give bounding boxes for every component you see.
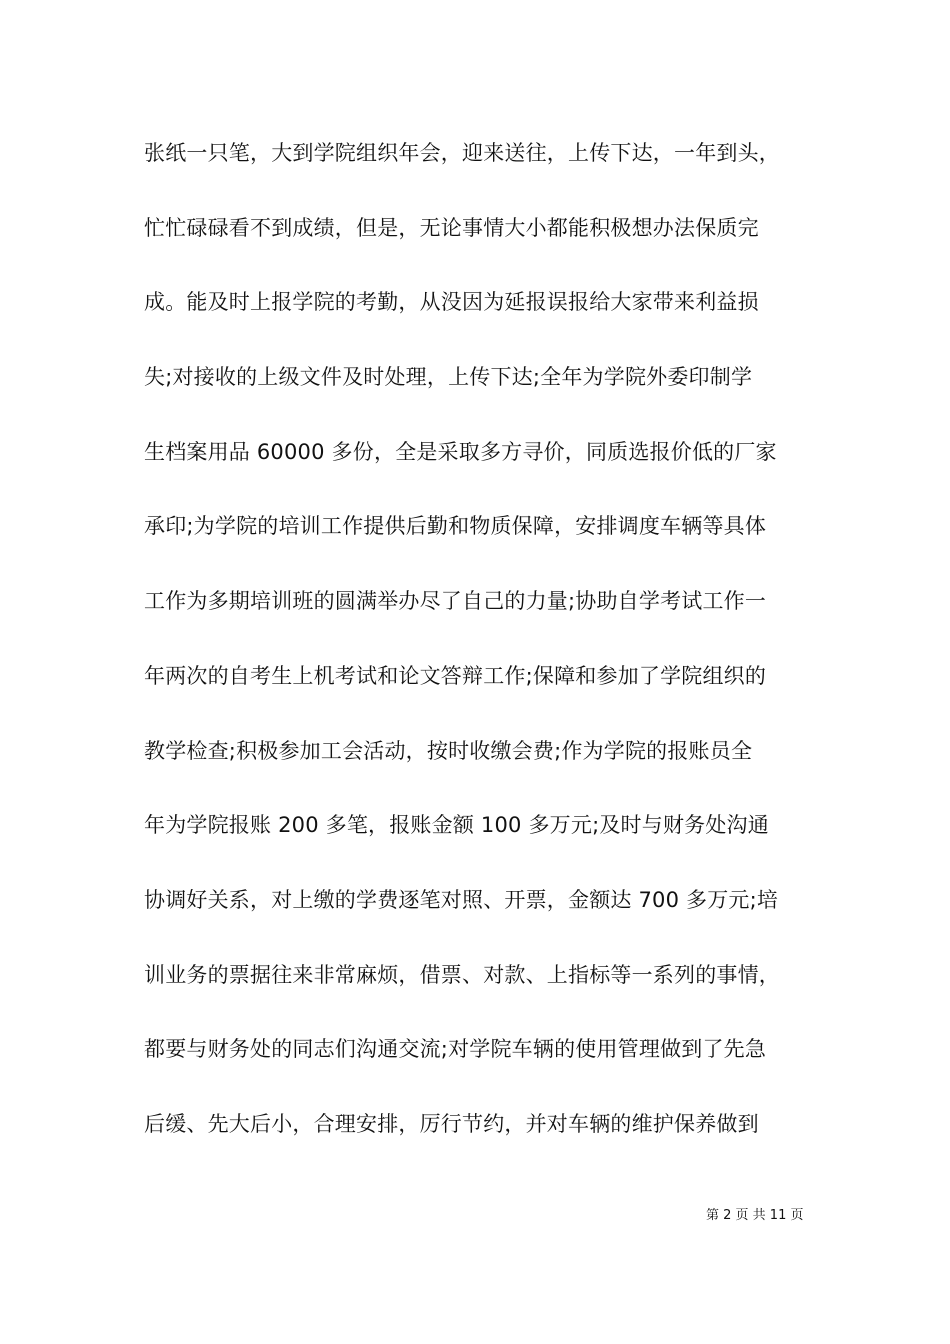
text-line-1: 张纸一只笔，大到学院组织年会，迎来送往，上传下达，一年到头，: [144, 141, 780, 165]
text-line-7: 工作为多期培训班的圆满举办尽了自己的力量;协助自学考试工作一: [144, 589, 767, 614]
text-line-2: 忙忙碌碌看不到成绩，但是，无论事情大小都能积极想办法保质完: [144, 215, 759, 240]
text-line-10: 年为学院报账 200 多笔，报账金额 100 多万元;及时与财务处沟通: [144, 813, 769, 838]
text-line-11: 协调好关系，对上缴的学费逐笔对照、开票，金额达 700 多万元;培: [144, 887, 779, 912]
text-line-5: 生档案用品 60000 多份，全是采取多方寻价，同质选报价低的厂家: [144, 439, 777, 464]
text-line-4: 失;对接收的上级文件及时处理，上传下达;全年为学院外委印制学: [144, 365, 753, 390]
text-line-12: 训业务的票据往来非常麻烦，借票、对款、上指标等一系列的事情，: [144, 962, 780, 987]
text-line-6: 承印;为学院的培训工作提供后勤和物质保障，安排调度车辆等具体: [144, 514, 767, 539]
body-paragraph: [144, 131, 844, 1177]
text-line-3: 成。能及时上报学院的考勤，从没因为延报误报给大家带来利益损: [144, 290, 759, 315]
text-line-9: 教学检查;积极参加工会活动，按时收缴会费;作为学院的报账员全: [144, 738, 753, 763]
text-line-8: 年两次的自考生上机考试和论文答辩工作;保障和参加了学院组织的: [144, 663, 767, 688]
page-number-footer: 第 2 页 共 11 页: [706, 1208, 804, 1223]
text-line-14: 后缓、先大后小，合理安排，厉行节约，并对车辆的维护保养做到: [144, 1111, 759, 1136]
text-line-13: 都要与财务处的同志们沟通交流;对学院车辆的使用管理做到了先急: [144, 1037, 767, 1062]
